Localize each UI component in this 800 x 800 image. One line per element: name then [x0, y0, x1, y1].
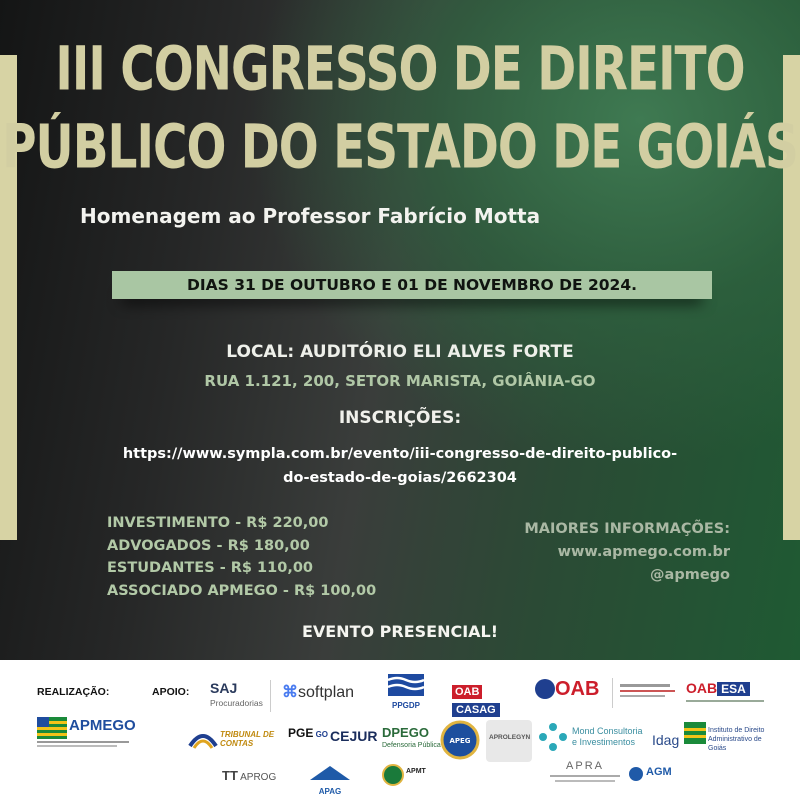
pge-logo: PGE GO	[288, 726, 329, 740]
mond-emblem-icon	[538, 722, 568, 752]
oab-shield-icon	[535, 678, 555, 700]
oab-casag-logo: OABCASAG	[452, 682, 526, 700]
goias-flag-icon	[37, 717, 67, 739]
price-item-estudantes: ESTUDANTES - R$ 110,00	[107, 560, 314, 576]
apoio-label: APOIO:	[152, 686, 190, 698]
registration-url-line-1[interactable]: https://www.sympla.com.br/evento/iii-congresso-de-direito-publico-	[122, 446, 678, 462]
more-info-site[interactable]: www.apmego.com.br	[557, 544, 730, 560]
agm-logo: AGM	[628, 766, 688, 790]
event-dates-band	[112, 271, 712, 299]
venue-name: LOCAL: AUDITÓRIO ELI ALVES FORTE	[226, 342, 574, 362]
apmego-logo	[37, 715, 136, 749]
price-item-associado: ASSOCIADO APMEGO - R$ 100,00	[107, 582, 377, 599]
apmt-seal-icon	[382, 764, 404, 786]
apmego-text: APMEGO	[69, 717, 136, 734]
agm-globe-icon	[628, 766, 644, 782]
realizacao-label: REALIZAÇÃO:	[37, 686, 110, 698]
softplan-logo: ⌘softplan	[282, 684, 355, 701]
title-line-1: III CONGRESSO DE DIREITO	[55, 34, 745, 105]
subtitle: Homenagem ao Professor Fabrício Motta	[80, 204, 541, 228]
event-type: EVENTO PRESENCIAL!	[301, 622, 499, 641]
apag-logo: APAG	[308, 764, 352, 794]
sponsor-footer	[0, 660, 800, 800]
cejur-logo: CEJUR	[330, 728, 378, 744]
more-info-heading: MAIORES INFORMAÇÕES:	[524, 521, 730, 537]
oab-esa-logo: OAB ESA	[686, 680, 766, 704]
more-info	[524, 518, 730, 587]
svg-text:APEG: APEG	[449, 737, 471, 745]
tribunal-emblem-icon	[188, 726, 218, 750]
price-item-advogados: ADVOGADOS - R$ 180,00	[107, 537, 310, 554]
oab-logo: OAB	[535, 676, 605, 706]
apeg-seal-icon	[440, 720, 480, 760]
apmt-logo: APMT	[382, 764, 442, 790]
apeg-logo	[440, 720, 480, 760]
apag-emblem-icon	[308, 764, 352, 782]
tribunal-de-contas-logo: TRIBUNAL DE CONTAS	[188, 726, 284, 752]
registration-heading: INSCRIÇÕES:	[338, 408, 462, 428]
registration-url-line-2[interactable]: do-estado-de-goias/2662304	[283, 470, 517, 486]
apra-logo: APRA	[548, 760, 622, 794]
ppgdp-logo: PPGDP	[386, 674, 426, 718]
ppgdp-flag-icon	[388, 674, 424, 696]
idag-logo: Idag Instituto de Direito Administrativo de Goiás	[652, 720, 770, 754]
idag-flag-icon	[684, 722, 706, 744]
event-dates: DIAS 31 DE OUTUBRO E 01 DE NOVEMBRO DE 2024.	[187, 276, 637, 294]
aprolegyn-logo: APROLEGYN	[486, 720, 532, 762]
venue-address: RUA 1.121, 200, SETOR MARISTA, GOIÂNIA-GO	[204, 372, 596, 390]
aprog-logo: TT APROG	[222, 768, 277, 783]
dpego-logo: DPEGO Defensoria Pública	[382, 725, 441, 749]
saj-logo: SAJ Procuradorias	[210, 680, 263, 708]
price-list	[107, 512, 376, 602]
price-item-investimento: INVESTIMENTO - R$ 220,00	[107, 515, 329, 531]
title-line-2: PÚBLICO DO ESTADO DE GOIÁS	[2, 112, 798, 183]
more-info-handle[interactable]: @apmego	[650, 567, 730, 583]
mond-logo: Mond Consultoria e Investimentos	[538, 722, 648, 756]
